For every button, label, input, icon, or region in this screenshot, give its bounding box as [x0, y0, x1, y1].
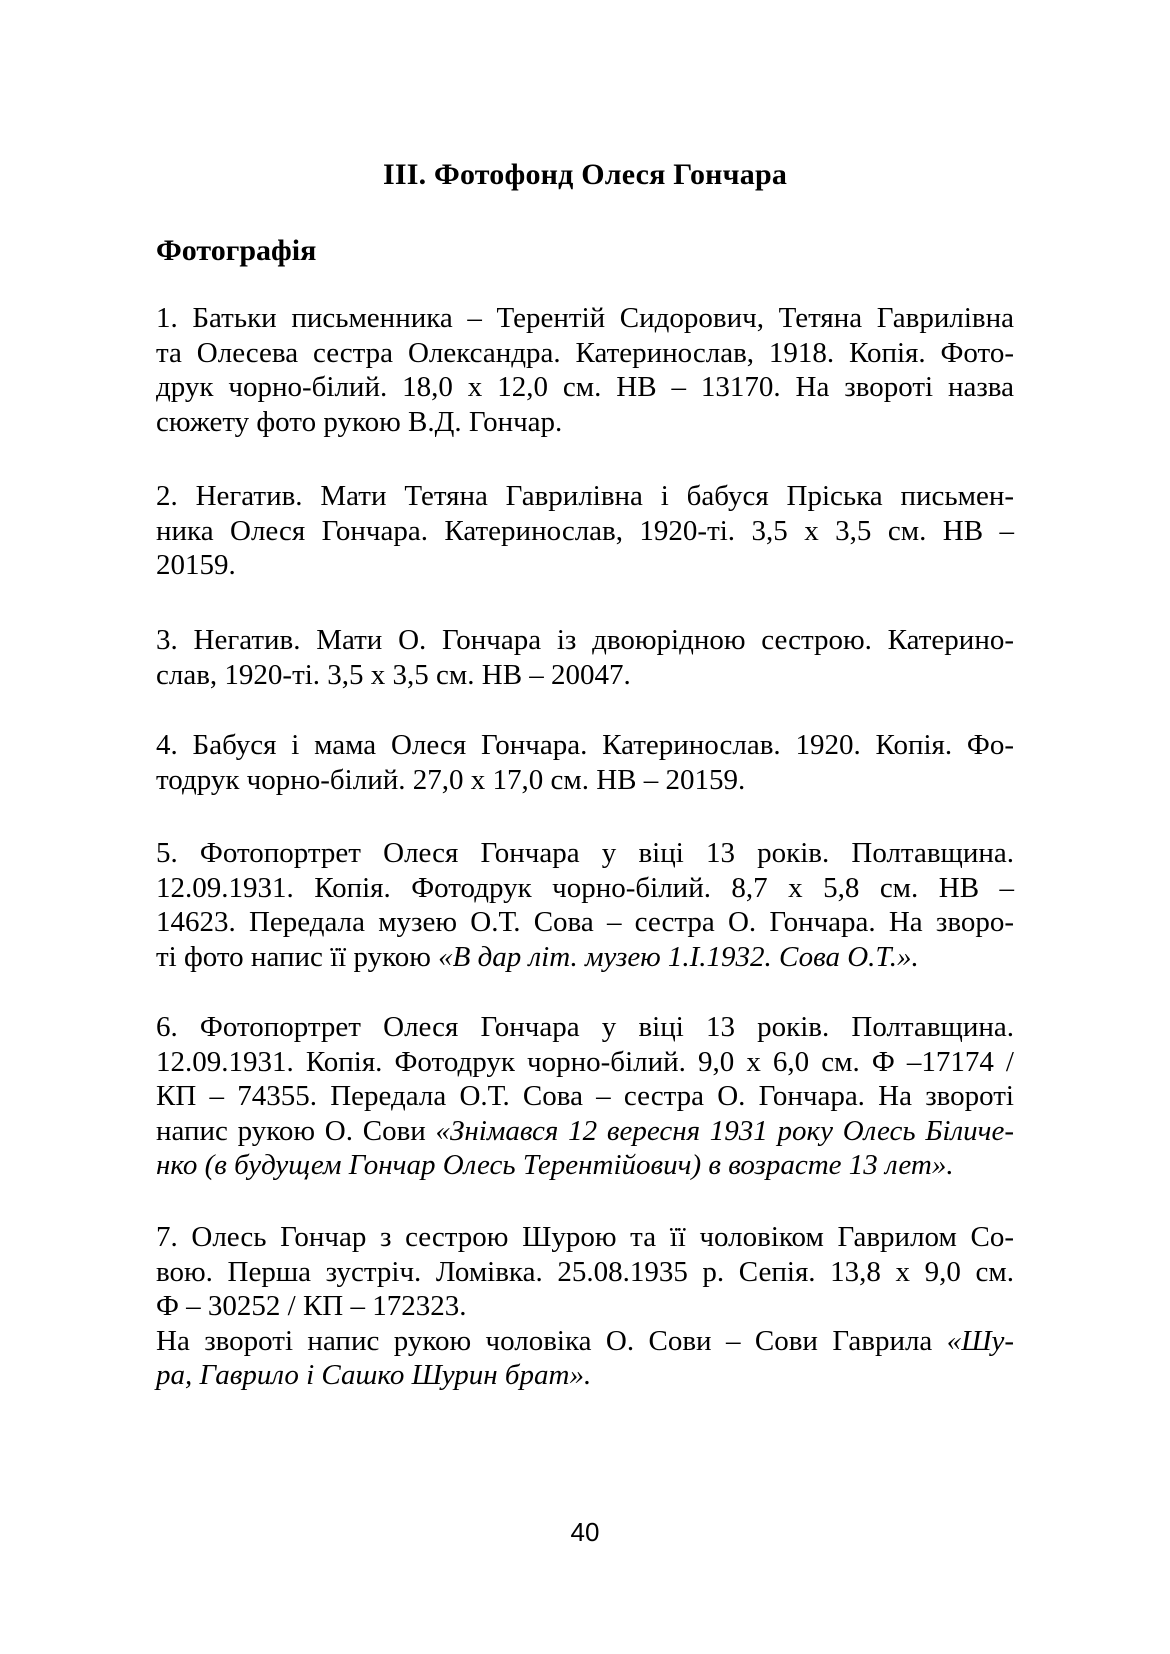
entry-line: [156, 1114, 1014, 1149]
entry-line: [156, 1358, 1014, 1393]
catalog-entry: [156, 301, 1014, 439]
entry-line: Ф – 30252 / КП – 172323.: [156, 1290, 467, 1322]
entry-line: тодрук чорно-білий. 27,0 х 17,0 см. НВ – 20159.: [156, 763, 746, 796]
entry-line: 12.09.1931. Копія. Фотодрук чорно-білий. 8,7 х 5,8 см. НВ –: [156, 871, 1014, 904]
entry-line: та Олесева сестра Олександра. Катеринослав, 1918. Копія. Фото-: [156, 336, 1014, 369]
catalog-entry: [156, 728, 1014, 797]
handwritten-inscription: «Знімався 12 вересня 1931 року Олесь Біличе-: [435, 1114, 1014, 1147]
entry-text: напис рукою О. Сови: [156, 1114, 436, 1147]
page-title: ІІІ. Фотофонд Олеся Гончара: [382, 158, 788, 191]
entry-line: друк чорно-білий. 18,0 х 12,0 см. НВ – 13170. На звороті назва: [156, 371, 1014, 403]
entry-line: 3. Негатив. Мати О. Гончара із двоюрідною сестрою. Катерино-: [156, 624, 1014, 656]
catalog-entry: [156, 1220, 1014, 1393]
handwritten-inscription: ра, Гаврило і Сашко Шурин брат».: [156, 1359, 592, 1391]
entry-text: На звороті напис рукою чоловіка О. Сови – Сови Гаврила: [156, 1324, 947, 1357]
entry-line: 1. Батьки письменника – Терентій Сидорович, Тетяна Гаврилівна: [156, 302, 1014, 334]
catalog-entry: [156, 836, 1014, 974]
catalog-entry: [156, 623, 1014, 692]
catalog-entry: [156, 479, 1014, 583]
catalog-entry: [156, 1010, 1014, 1183]
entry-line: вою. Перша зустріч. Ломівка. 25.08.1935 р. Сепія. 13,8 х 9,0 см.: [156, 1255, 1014, 1288]
entry-line: 4. Бабуся і мама Олеся Гончара. Катеринослав. 1920. Копія. Фо-: [156, 729, 1014, 761]
entry-line: 7. Олесь Гончар з сестрою Шурою та її чоловіком Гаврилом Со-: [156, 1221, 1014, 1253]
handwritten-inscription: «В дар літ. музею 1.І.1932. Сова О.Т.».: [438, 940, 919, 973]
entry-line: 6. Фотопортрет Олеся Гончара у віці 13 років. Полтавщина.: [156, 1011, 1014, 1043]
entry-line: 2. Негатив. Мати Тетяна Гаврилівна і бабуся Пріська письмен-: [156, 480, 1014, 512]
handwritten-inscription: нко (в будущем Гончар Олесь Терентійович) в возрасте 13 лет».: [156, 1149, 954, 1181]
entry-line: КП – 74355. Передала О.Т. Сова – сестра О. Гончара. На звороті: [156, 1080, 1014, 1112]
entry-line: слав, 1920-ті. 3,5 х 3,5 см. НВ – 20047.: [156, 658, 631, 691]
entry-text: ті фото напис її рукою: [156, 940, 439, 973]
entry-line: 14623. Передала музею О.Т. Сова – сестра О. Гончара. На зворо-: [156, 906, 1014, 938]
page-number: 40: [570, 1517, 600, 1547]
entry-line: [156, 940, 1014, 975]
handwritten-inscription: «Шу-: [946, 1324, 1014, 1357]
entry-line: [156, 1324, 1014, 1359]
entry-line: [156, 1148, 1014, 1183]
section-heading: Фотографія: [156, 234, 317, 267]
entry-line: 20159.: [156, 549, 236, 581]
entry-line: 12.09.1931. Копія. Фотодрук чорно-білий. 9,0 х 6,0 см. Ф –17174 /: [156, 1045, 1014, 1078]
entry-line: сюжету фото рукою В.Д. Гончар.: [156, 405, 563, 438]
entry-line: 5. Фотопортрет Олеся Гончара у віці 13 років. Полтавщина.: [156, 837, 1014, 869]
entry-line: ника Олеся Гончара. Катеринослав, 1920-ті. 3,5 х 3,5 см. НВ –: [156, 514, 1014, 547]
